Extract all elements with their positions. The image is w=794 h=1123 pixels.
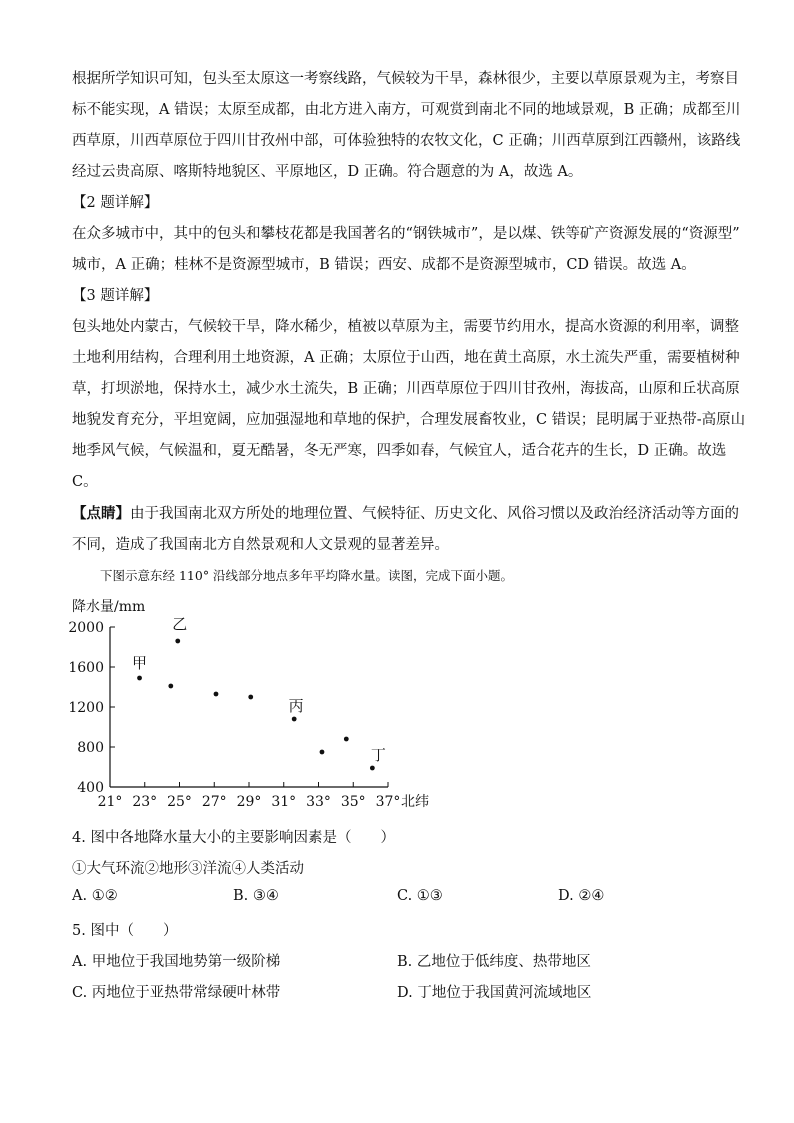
figure-caption: 下图示意东经 110° 沿线部分地点多年平均降水量。读图，完成下面小题。 bbox=[100, 568, 514, 583]
text-line: 经过云贵高原、喀斯特地貌区、平原地区，D 正确。符合题意的为 A，故选 A。 bbox=[72, 164, 583, 180]
x-tick-label: 37° bbox=[375, 794, 401, 810]
text-line: 土地利用结构，合理利用土地资源，A 正确；太原位于山西，地在黄土高原，水土流失严重，需要植树种 bbox=[72, 350, 740, 366]
y-tick-label: 2000 bbox=[68, 620, 104, 636]
y-axis-title: 降水量/mm bbox=[72, 599, 146, 615]
text-line: C。 bbox=[72, 474, 98, 490]
note-line bbox=[72, 498, 739, 530]
data-point bbox=[344, 737, 349, 742]
x-tick-label: 23° bbox=[132, 794, 158, 810]
q5-option-c[interactable]: C. 丙地位于亚热带常绿硬叶林带 bbox=[72, 985, 281, 1001]
x-tick-label: 21° bbox=[97, 794, 123, 810]
x-axis-title: 北纬 bbox=[401, 794, 429, 810]
x-tick-label: 31° bbox=[271, 794, 297, 810]
x-tick-label: 29° bbox=[236, 794, 262, 810]
q4-option-c[interactable]: C. ①③ bbox=[397, 888, 443, 904]
q4-option-d[interactable]: D. ②④ bbox=[558, 888, 605, 904]
data-point bbox=[370, 766, 375, 771]
y-tick-label: 800 bbox=[77, 740, 104, 756]
question-5-stem: 5. 图中（ ） bbox=[72, 923, 178, 939]
x-tick-label: 35° bbox=[340, 794, 366, 810]
text-line: 城市，A 正确；桂林不是资源型城市，B 错误；西安、成都不是资源型城市，CD 错误。故选 A。 bbox=[72, 257, 696, 273]
text-line: 在众多城市中，其中的包头和攀枝花都是我国著名的“钢铁城市”，是以煤、铁等矿产资源发展的“资源型” bbox=[72, 226, 740, 242]
note-line: 不同，造成了我国南北方自然景观和人文景观的显著差异。 bbox=[72, 537, 449, 553]
detail-3-section bbox=[72, 281, 746, 498]
data-point bbox=[137, 676, 142, 681]
q5-option-a[interactable]: A. 甲地位于我国地势第一级阶梯 bbox=[72, 954, 281, 970]
text-line: 地貌发育充分，平坦宽阔，应加强湿地和草地的保护，合理发展畜牧业，C 错误；昆明属于亚热带-高原山 bbox=[72, 412, 746, 428]
data-point bbox=[292, 717, 297, 722]
text-line: 标不能实现，A 错误；太原至成都，由北方进入南方，可观赏到南北不同的地域景观，B 正确；成都至川 bbox=[72, 102, 741, 118]
x-tick-label: 33° bbox=[306, 794, 331, 810]
y-tick-label: 1200 bbox=[68, 700, 104, 716]
text-line: 草，打坝淤地，保持水土，减少水土流失，B 正确；川西草原位于四川甘孜州，海拔高，山原和丘状高原 bbox=[72, 381, 740, 397]
detail-2-section bbox=[72, 188, 740, 281]
data-point bbox=[214, 692, 219, 697]
question-4-factors: ①大气环流②地形③洋流④人类活动 bbox=[72, 861, 304, 877]
q4-option-a[interactable]: A. ①② bbox=[72, 888, 118, 904]
section-heading: 【2 题详解】 bbox=[72, 195, 159, 211]
point-label: 甲 bbox=[132, 654, 148, 672]
point-label: 丁 bbox=[370, 746, 386, 764]
note-tag: 【点睛】 bbox=[72, 505, 130, 522]
point-label: 乙 bbox=[172, 615, 188, 633]
data-point bbox=[168, 684, 173, 689]
data-point bbox=[248, 695, 253, 700]
y-tick-label: 400 bbox=[77, 780, 104, 796]
x-tick-label: 27° bbox=[201, 794, 227, 810]
point-label: 丙 bbox=[288, 697, 304, 715]
q5-option-b[interactable]: B. 乙地位于低纬度、热带地区 bbox=[397, 954, 591, 970]
q5-option-d[interactable]: D. 丁地位于我国黄河流域地区 bbox=[397, 985, 592, 1001]
text-line: 包头地处内蒙古，气候较干旱，降水稀少，植被以草原为主，需要节约用水，提高水资源的利用率，调整 bbox=[72, 319, 739, 335]
text-line: 西草原，川西草原位于四川甘孜州中部，可体验独特的农牧文化，C 正确；川西草原到江西赣州，该路线 bbox=[72, 133, 741, 149]
x-tick-label: 25° bbox=[167, 794, 192, 810]
text-line: 地季风气候，气候温和，夏无酷暑，冬无严寒，四季如春，气候宜人，适合花卉的生长，D 正确。故选 bbox=[72, 443, 727, 459]
y-tick-label: 1600 bbox=[68, 660, 104, 676]
section-heading: 【3 题详解】 bbox=[72, 288, 159, 304]
data-point bbox=[175, 639, 180, 644]
q4-option-b[interactable]: B. ③④ bbox=[233, 888, 279, 904]
precipitation-scatter-chart bbox=[60, 592, 429, 812]
question-4-stem: 4. 图中各地降水量大小的主要影响因素是（ ） bbox=[72, 830, 395, 846]
text-line: 根据所学知识可知，包头至太原这一考察线路，气候较为干旱，森林很少，主要以草原景观为主，考察目 bbox=[72, 71, 739, 87]
analysis-1-paragraph bbox=[72, 64, 741, 188]
note-section bbox=[72, 498, 739, 561]
note-text: 由于我国南北双方所处的地理位置、气候特征、历史文化、风俗习惯以及政治经济活动等方面的 bbox=[130, 506, 739, 522]
data-point bbox=[320, 750, 325, 755]
